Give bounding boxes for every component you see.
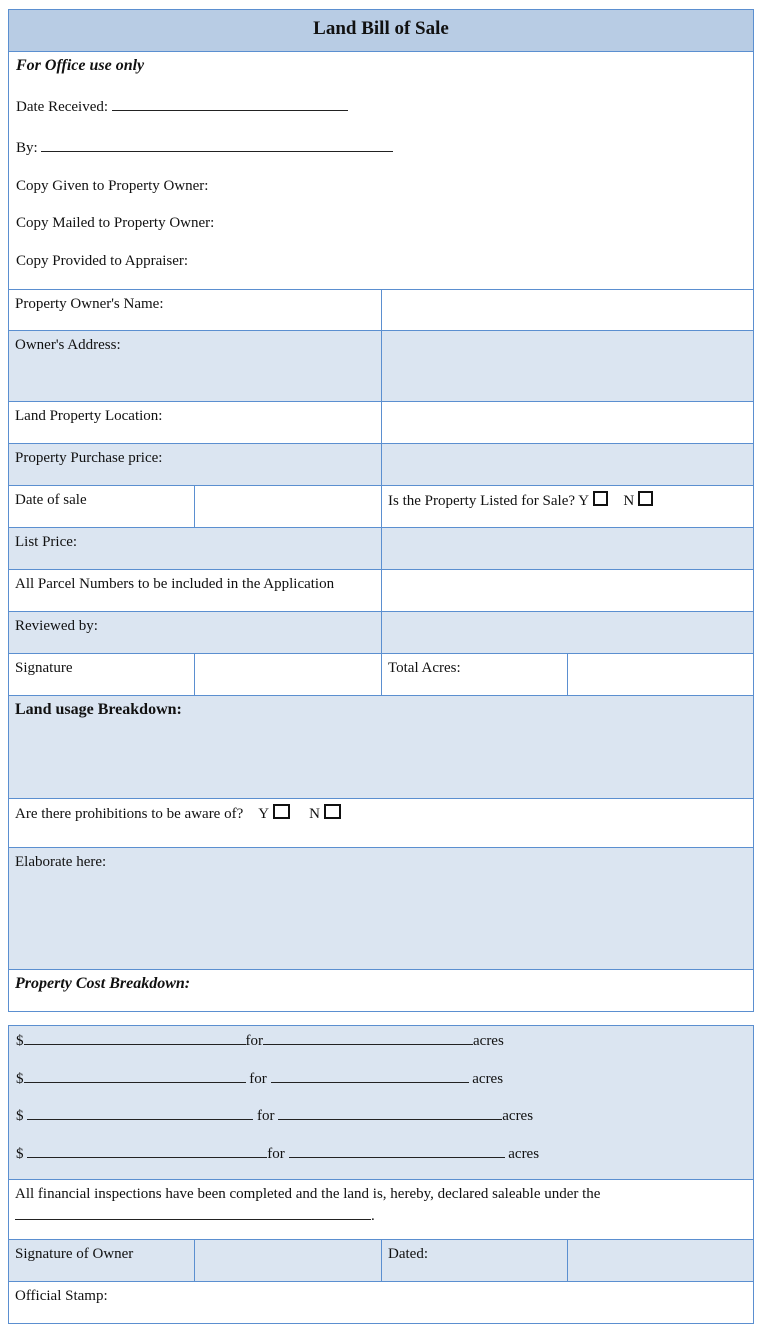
parcel-numbers-field[interactable] [381,569,754,612]
for-text: for [267,1146,285,1162]
list-price-field[interactable] [381,527,754,570]
amount-field[interactable] [24,1068,246,1083]
dollar-sign: $ [16,1146,24,1162]
form-title: Land Bill of Sale [313,18,449,39]
amount-field[interactable] [24,1030,246,1045]
acres-text: acres [502,1108,534,1124]
parcel-numbers-label: All Parcel Numbers to be included in the Application [8,569,382,612]
declaration-end: . [371,1208,375,1224]
acreage-field[interactable] [271,1068,469,1083]
owner-name-field[interactable] [381,289,754,331]
prohibitions-no-checkbox[interactable] [324,804,341,819]
prohibitions-row [8,798,754,848]
cost-row [16,1143,539,1163]
listed-yes-label: Y [578,493,590,509]
prohibitions-label: Are there prohibitions to be aware of? [15,806,244,822]
dollar-sign: $ [16,1071,24,1087]
list-price-label: List Price: [8,527,382,570]
prohibitions-yes-checkbox[interactable] [273,804,290,819]
cost-row [16,1105,533,1125]
official-stamp-label: Official Stamp: [15,1288,108,1304]
acreage-field[interactable] [289,1143,505,1158]
listed-for-sale-cell [381,485,754,528]
listed-no-checkbox[interactable] [638,491,653,506]
official-stamp-section[interactable] [8,1281,754,1324]
signature-label: Signature [8,653,195,696]
dollar-sign: $ [16,1108,24,1124]
office-use-heading: For Office use only [16,57,145,74]
purchase-price-field[interactable] [381,443,754,486]
declaration-text: All financial inspections have been completed and the land is, hereby, declared saleable under the [15,1186,601,1202]
date-received-field[interactable] [112,96,348,111]
date-received-label: Date Received: [16,99,109,115]
date-of-sale-label: Date of sale [8,485,195,528]
elaborate-section[interactable] [8,847,754,970]
date-of-sale-field[interactable] [194,485,382,528]
signature-field[interactable] [194,653,382,696]
land-usage-section[interactable] [8,695,754,799]
form-title-header [8,9,754,52]
by-row [16,137,393,157]
acreage-field[interactable] [278,1105,502,1120]
signature-owner-field[interactable] [194,1239,382,1282]
purchase-price-label: Property Purchase price: [8,443,382,486]
land-location-label: Land Property Location: [8,401,382,444]
owner-name-label: Property Owner's Name: [8,289,382,331]
land-usage-label: Land usage Breakdown: [15,701,182,718]
declaration-section [8,1179,754,1240]
by-label: By: [16,140,38,156]
total-acres-field[interactable] [567,653,754,696]
owner-address-field[interactable] [381,330,754,402]
total-acres-label: Total Acres: [381,653,568,696]
copy-mailed-label: Copy Mailed to Property Owner: [16,215,215,231]
cost-breakdown-label: Property Cost Breakdown: [15,975,191,992]
amount-field[interactable] [27,1143,267,1158]
acres-text: acres [473,1033,504,1049]
prohibitions-yes-label: Y [258,806,270,822]
listed-yes-checkbox[interactable] [593,491,608,506]
date-received-row [16,96,348,116]
reviewed-by-label: Reviewed by: [8,611,382,654]
cost-row [16,1030,504,1050]
acres-text: acres [472,1071,504,1087]
office-use-section [8,51,754,290]
by-field[interactable] [41,137,393,152]
for-text: for [249,1071,267,1087]
dollar-sign: $ [16,1033,24,1049]
elaborate-label: Elaborate here: [15,854,107,870]
dated-field[interactable] [567,1239,754,1282]
owner-address-label: Owner's Address: [8,330,382,402]
for-text: for [257,1108,275,1124]
reviewed-by-field[interactable] [381,611,754,654]
land-location-field[interactable] [381,401,754,444]
acres-text: acres [508,1146,540,1162]
listed-for-sale-label: Is the Property Listed for Sale? [388,493,576,509]
acreage-field[interactable] [263,1030,473,1045]
for-text: for [245,1033,263,1049]
declaration-field[interactable] [15,1205,371,1220]
copy-appraiser-label: Copy Provided to Appraiser: [16,253,189,269]
prohibitions-no-label: N [309,806,320,822]
listed-no-label: N [623,493,635,509]
dated-label: Dated: [381,1239,568,1282]
signature-owner-label: Signature of Owner [8,1239,195,1282]
copy-given-label: Copy Given to Property Owner: [16,178,209,194]
cost-row [16,1068,503,1088]
cost-rows-section [8,1025,754,1180]
amount-field[interactable] [27,1105,253,1120]
cost-breakdown-header [8,969,754,1012]
